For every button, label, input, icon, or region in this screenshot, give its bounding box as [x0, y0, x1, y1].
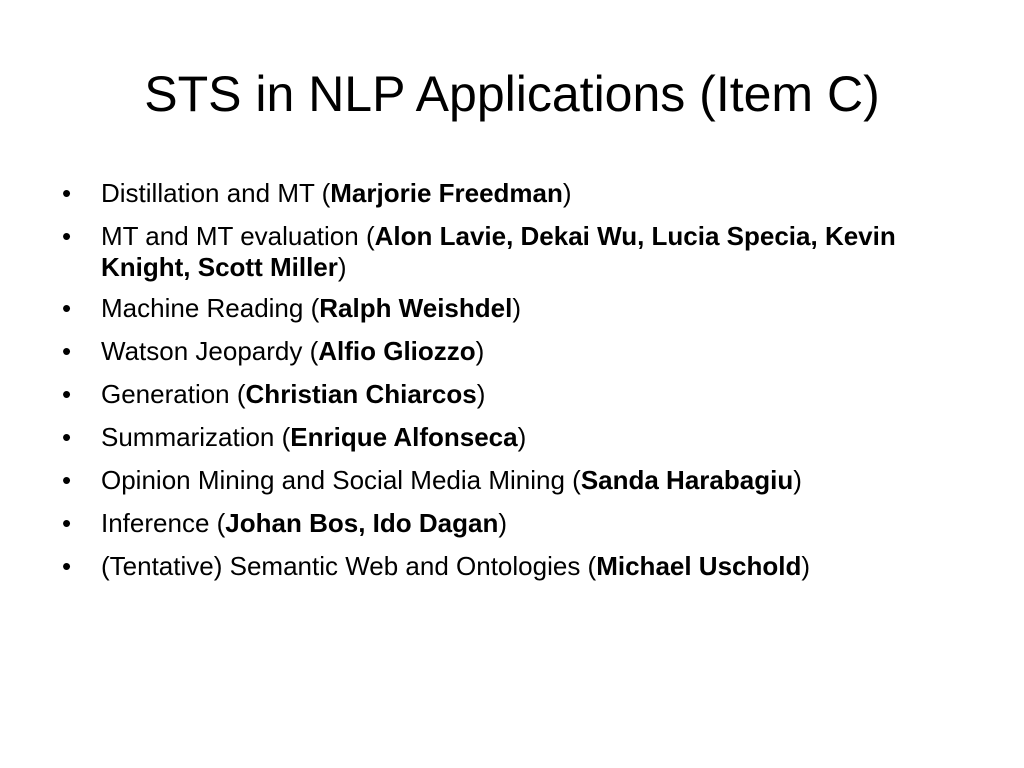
item-people: Michael Uschold: [596, 551, 802, 581]
item-people: Johan Bos, Ido Dagan: [225, 508, 499, 538]
bullet-icon: •: [62, 379, 72, 409]
item-topic: (Tentative) Semantic Web and Ontologies (: [101, 551, 597, 581]
list-item: [62, 465, 982, 496]
item-close: ): [476, 379, 486, 409]
item-topic: Distillation and MT (: [101, 178, 331, 208]
item-topic: Machine Reading (: [101, 293, 320, 323]
item-close: ): [498, 508, 507, 538]
item-people: Alfio Gliozzo: [318, 336, 476, 366]
item-topic: MT and MT evaluation (: [101, 221, 375, 251]
item-people: Christian Chiarcos: [245, 379, 477, 409]
list-item: [62, 293, 982, 324]
item-close: ): [801, 551, 811, 581]
item-close: ): [475, 336, 485, 366]
bullet-icon: •: [62, 293, 72, 323]
bullet-icon: •: [62, 465, 72, 495]
item-topic: Opinion Mining and Social Media Mining (: [101, 465, 581, 495]
item-close: ): [562, 178, 572, 208]
list-item: [62, 551, 982, 582]
item-close: ): [793, 465, 802, 495]
bullet-list: [62, 178, 982, 594]
item-people: Enrique Alfonseca: [290, 422, 518, 452]
item-topic: Generation (: [101, 379, 246, 409]
slide-title: STS in NLP Applications (Item C): [144, 66, 880, 122]
list-item: [62, 379, 982, 410]
list-item: [62, 178, 982, 209]
bullet-icon: •: [62, 336, 72, 366]
item-people: Alon Lavie, Dekai Wu, Lucia Specia, Kevin Knight, Scott Miller: [101, 221, 896, 282]
item-topic: Summarization (: [101, 422, 291, 452]
list-item: [62, 422, 982, 453]
item-people: Sanda Harabagiu: [580, 465, 794, 495]
list-item: [62, 221, 982, 283]
list-item: [62, 336, 982, 367]
bullet-icon: •: [62, 221, 72, 251]
list-item: [62, 508, 982, 539]
bullet-icon: •: [62, 508, 72, 538]
bullet-icon: •: [62, 178, 72, 208]
item-close: ): [512, 293, 522, 323]
bullet-icon: •: [62, 422, 72, 452]
bullet-icon: •: [62, 551, 72, 581]
item-close: ): [517, 422, 527, 452]
item-topic: Inference (: [101, 508, 226, 538]
item-close: ): [337, 252, 347, 282]
item-people: Ralph Weishdel: [319, 293, 513, 323]
item-people: Marjorie Freedman: [330, 178, 563, 208]
item-topic: Watson Jeopardy (: [101, 336, 319, 366]
